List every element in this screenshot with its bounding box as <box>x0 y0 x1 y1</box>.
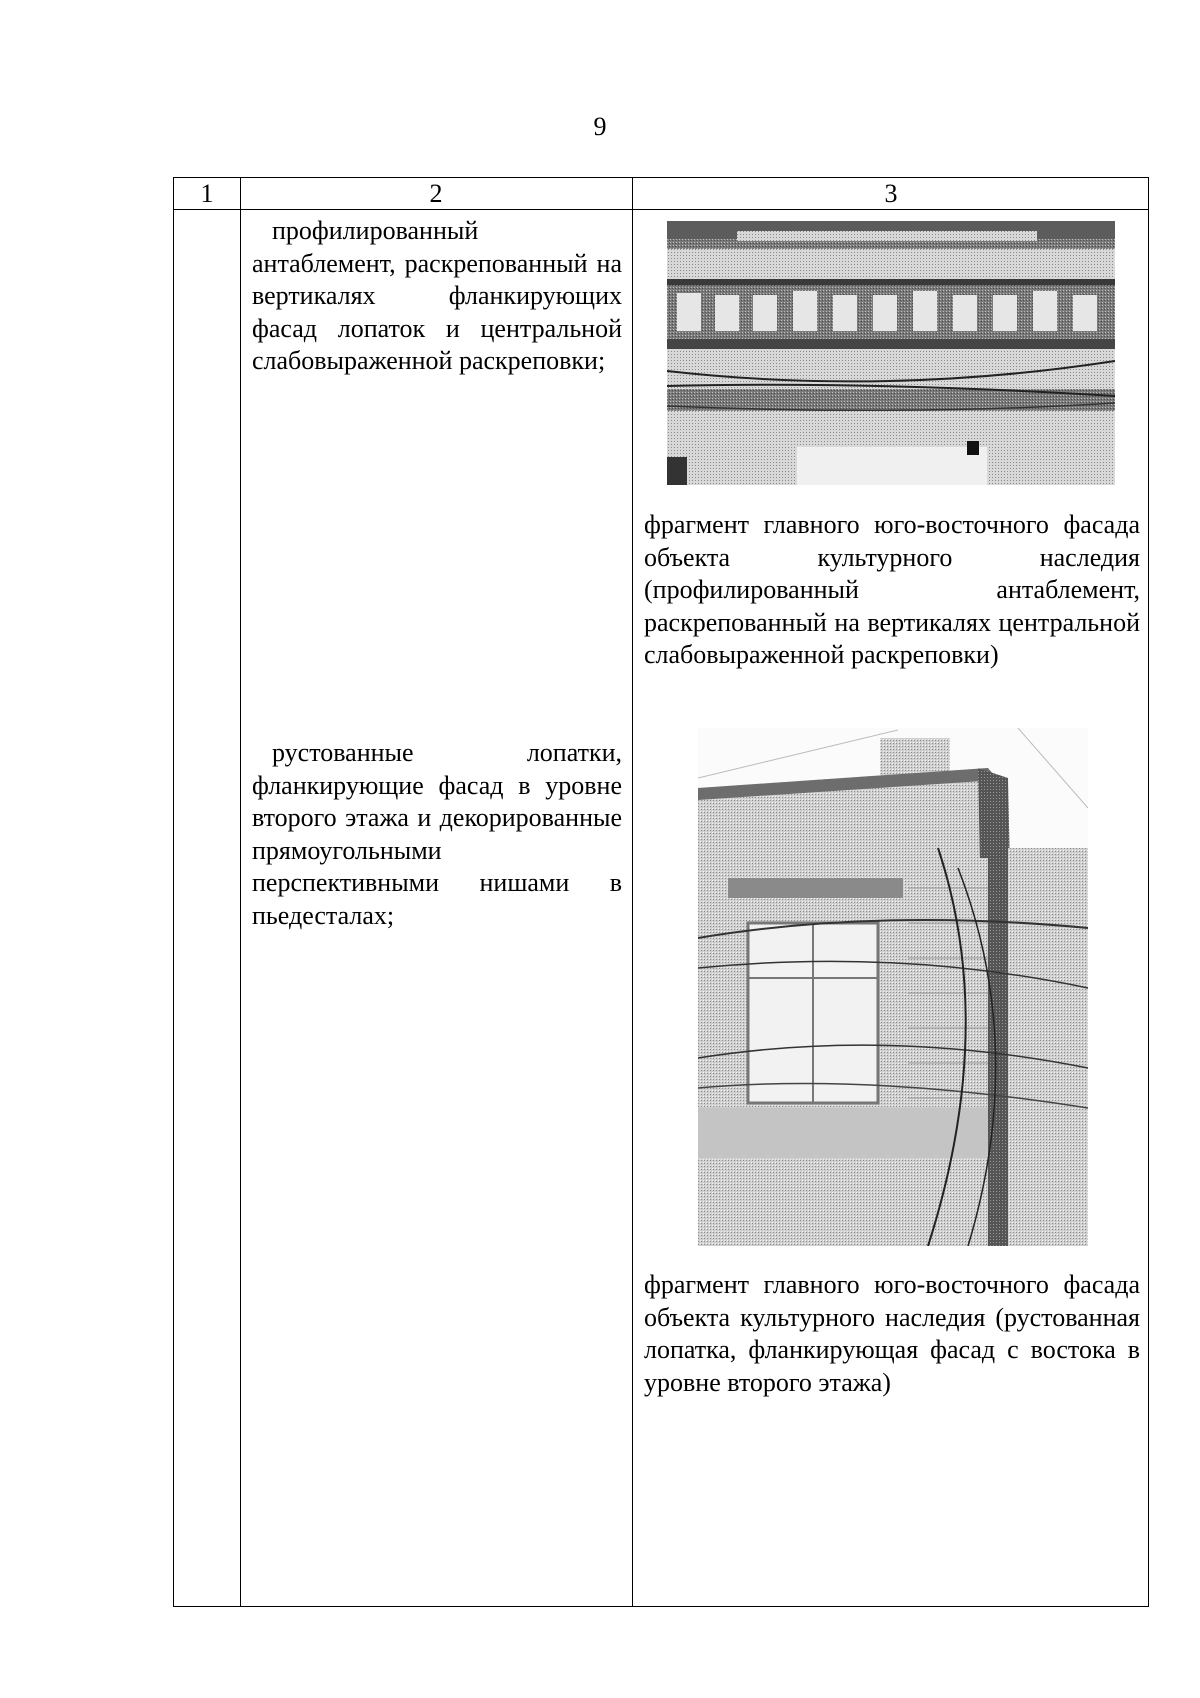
photo-caption: фрагмент главного юго-восточного фасада объекта культурного наследия (профилированный антаблемент, раскрепованный на вертикалях центральной слабовыраженной раскреповки) <box>644 510 1140 669</box>
heritage-table <box>173 177 1149 1607</box>
column-header-1: 1 <box>200 179 214 208</box>
element-description: профилированный антаблемент, раскрепованный на вертикалях фланкирующих фасад лопаток и центральной слабовыраженной раскреповки; <box>252 216 622 375</box>
element-description: рустованные лопатки, фланкирующие фасад в уровне второго этажа и декорированные прямоугольными перспективными нишами в пьедесталах; <box>252 738 622 930</box>
photo-caption: фрагмент главного юго-восточного фасада объекта культурного наследия (рустованная лопатка, фланкирующая фасад с востока в уровне второго этажа) <box>644 1270 1140 1397</box>
column-divider <box>240 178 241 1606</box>
column-header-2: 2 <box>429 179 443 208</box>
entablature-photo <box>667 221 1115 485</box>
page-number: 9 <box>593 112 607 141</box>
column-header-3: 3 <box>884 179 898 208</box>
column-divider <box>632 178 633 1606</box>
pilaster-photo <box>698 728 1088 1246</box>
header-divider <box>174 209 1148 210</box>
